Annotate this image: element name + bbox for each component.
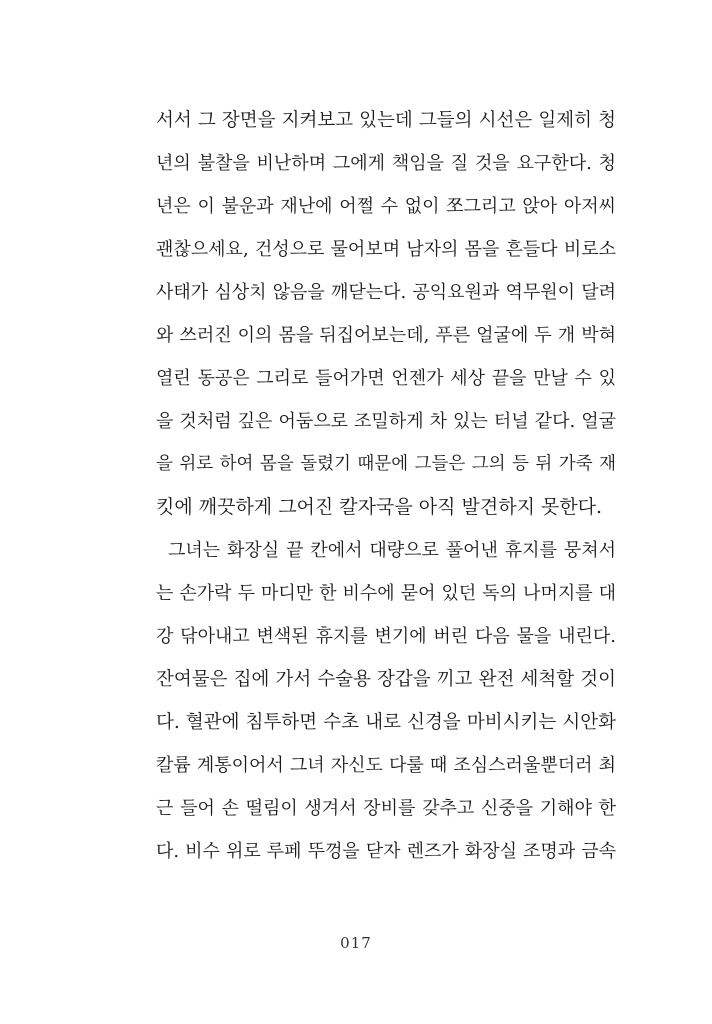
text-line: 서서 그 장면을 지켜보고 있는데 그들의 시선은 일제히 청	[156, 110, 616, 131]
text-line: 년은 이 불운과 재난에 어쩔 수 없이 쪼그리고 앉아 아저씨	[156, 196, 616, 217]
text-line: 킷에 깨끗하게 그어진 칼자국을 아직 발견하지 못한다.	[156, 496, 603, 518]
text-line: 을 위로 하여 몸을 돌렸기 때문에 그들은 그의 등 뒤 가죽 재	[156, 454, 616, 474]
page-number: 017	[340, 934, 372, 952]
text-line: 와 쓰러진 이의 몸을 뒤집어보는데, 푸른 얼굴에 두 개 박혀	[156, 325, 616, 346]
text-line: 을 것처럼 깊은 어둠으로 조밀하게 차 있는 터널 같다. 얼굴	[156, 411, 616, 432]
paragraph-2	[156, 529, 616, 873]
text-line: 잔여물은 집에 가서 수술용 장갑을 끼고 완전 세척할 것이	[156, 669, 616, 690]
text-line: 다. 혈관에 침투하면 수초 내로 신경을 마비시키는 시안화	[156, 712, 616, 733]
text-line: 년의 불찰을 비난하며 그에게 책임을 질 것을 요구한다. 청	[156, 153, 616, 174]
text-line: 열린 동공은 그리로 들어가면 언젠가 세상 끝을 만날 수 있	[156, 368, 616, 389]
text-line: 는 손가락 두 마디만 한 비수에 묻어 있던 독의 나머지를 대	[156, 583, 616, 604]
text-line: 근 들어 손 떨림이 생겨서 장비를 갖추고 신중을 기해야 한	[156, 798, 616, 819]
text-line: 강 닦아내고 변색된 휴지를 변기에 버린 다음 물을 내린다.	[156, 626, 616, 647]
paragraph-1	[156, 99, 616, 529]
text-line: 다. 비수 위로 루페 뚜껑을 닫자 렌즈가 화장실 조명과 금속	[156, 841, 616, 862]
text-line: 그녀는 화장실 끝 칸에서 대량으로 풀어낸 휴지를 뭉쳐서	[168, 540, 616, 561]
text-line: 괜찮으세요, 건성으로 물어보며 남자의 몸을 흔들다 비로소	[156, 239, 616, 260]
text-line: 칼륨 계통이어서 그녀 자신도 다룰 때 조심스러울뿐더러 최	[156, 755, 616, 776]
text-line: 사태가 심상치 않음을 깨닫는다. 공익요원과 역무원이 달려	[156, 282, 616, 303]
